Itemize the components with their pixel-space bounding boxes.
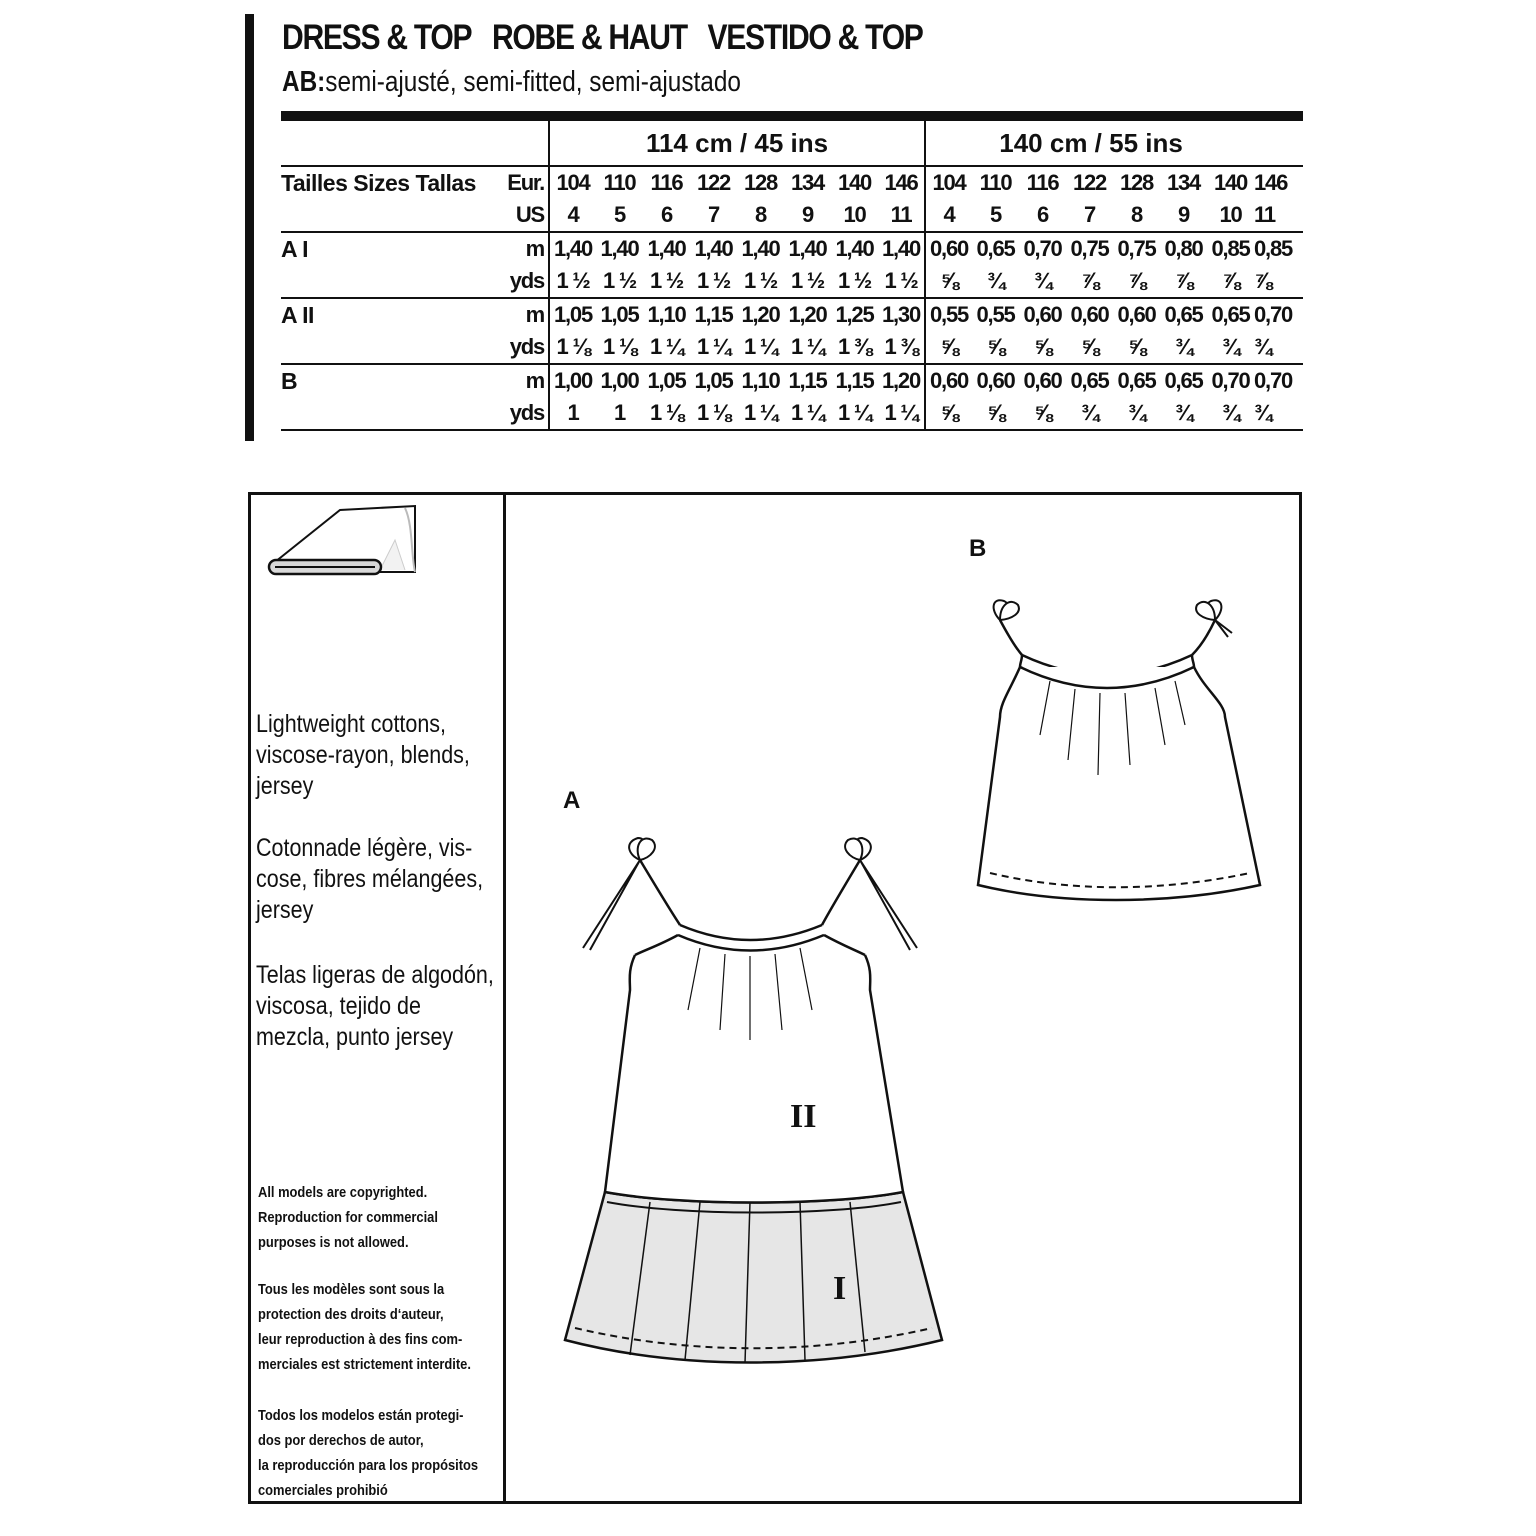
yard-value-cell: 1 ½ xyxy=(878,265,925,298)
view-label-blank xyxy=(281,265,503,298)
meter-value-cell: 0,55 xyxy=(972,298,1019,331)
meter-value-cell: 1,40 xyxy=(831,232,878,265)
yard-unit: yds xyxy=(503,331,549,364)
meter-value-cell: 0,60 xyxy=(925,232,972,265)
fit-description xyxy=(282,66,741,99)
meter-value-cell: 1,20 xyxy=(784,298,831,331)
copyright-spanish: Todos los modelos están protegi- dos por derechos de autor, la reproducción para los propósitos comerciales prohibió xyxy=(258,1407,479,1499)
us-size-cell: 8 xyxy=(1130,202,1143,227)
meter-value-cell: 1,15 xyxy=(831,364,878,397)
meter-value-cell: 0,80 xyxy=(1160,232,1207,265)
meter-value-cell: 1,05 xyxy=(549,298,596,331)
meter-value-cell: 0,65 xyxy=(1207,298,1254,331)
eur-size-cell: 134 xyxy=(784,166,831,199)
tier-lower-label: I xyxy=(833,1270,847,1307)
us-size-cell: 9 xyxy=(1177,202,1190,227)
meters-row xyxy=(281,298,1303,331)
yard-value-cell: 1 ½ xyxy=(602,268,637,293)
meter-value-cell: 1,05 xyxy=(690,364,737,397)
meter-value-cell: 0,55 xyxy=(925,298,972,331)
fabric-spanish: Telas ligeras de algodón, viscosa, tejido de mezcla, punto jersey xyxy=(256,961,494,1051)
yard-value-cell: ¾ xyxy=(1221,334,1240,359)
us-size-cell: 6 xyxy=(1036,202,1049,227)
title-spanish: VESTIDO & TOP xyxy=(707,18,923,57)
yard-value-cell: ¾ xyxy=(1066,397,1113,430)
yards-row xyxy=(281,397,1303,430)
meter-value-cell: 0,75 xyxy=(1066,232,1113,265)
eur-size-cell: 110 xyxy=(972,166,1019,199)
yard-value-cell: 1 ¼ xyxy=(831,397,878,430)
meters-row xyxy=(281,364,1303,397)
yard-value-cell: ⅞ xyxy=(1254,268,1272,293)
meter-value-cell: 0,65 xyxy=(1113,364,1160,397)
yard-value-cell: ¾ xyxy=(1207,397,1254,430)
copyright-english: All models are copyrighted. Reproduction for commercial purposes is not allowed. xyxy=(258,1184,438,1251)
eur-size-cell: 116 xyxy=(1019,166,1066,199)
meter-value-cell: 1,20 xyxy=(878,364,925,397)
meter-value-cell: 1,00 xyxy=(549,364,596,397)
yard-value-cell: 1 ½ xyxy=(743,268,778,293)
fit-text: semi-ajusté, semi-fitted, semi-ajustado xyxy=(325,66,741,98)
meter-value-cell: 1,05 xyxy=(643,364,690,397)
yards-row xyxy=(281,265,1303,298)
meter-value-cell: 0,70 xyxy=(1254,298,1256,331)
yard-unit: yds xyxy=(503,397,549,430)
meter-value-cell: 0,60 xyxy=(925,364,972,397)
yard-value-cell: ⅝ xyxy=(940,268,958,293)
tier-upper-label: II xyxy=(790,1098,817,1135)
meter-value-cell: 1,10 xyxy=(737,364,784,397)
yard-value-cell: 1 ½ xyxy=(649,268,684,293)
us-size-cell: 10 xyxy=(843,202,866,227)
us-size-cell: 7 xyxy=(707,202,720,227)
fit-prefix: AB: xyxy=(282,66,326,98)
yardage-table xyxy=(281,121,1303,431)
yard-value-cell: 1 xyxy=(596,397,643,430)
table-top-rule xyxy=(281,111,1303,121)
meter-value-cell: 0,75 xyxy=(1113,232,1160,265)
meter-value-cell: 0,60 xyxy=(1113,298,1160,331)
meter-value-cell: 1,40 xyxy=(690,232,737,265)
width-group-114: 114 cm / 45 ins xyxy=(549,121,925,166)
us-size-cell: 5 xyxy=(613,202,626,227)
dress-illustration-a xyxy=(560,830,950,1370)
eur-size-cell: 116 xyxy=(643,166,690,199)
yard-unit: yds xyxy=(503,265,549,298)
size-label-blank xyxy=(281,199,503,232)
yard-value-cell: 1 ½ xyxy=(556,268,590,293)
us-size-cell: 4 xyxy=(567,202,579,227)
meter-unit: m xyxy=(503,232,549,265)
meter-value-cell: 1,40 xyxy=(549,232,596,265)
yard-value-cell: ⅝ xyxy=(940,334,958,359)
meter-value-cell: 0,60 xyxy=(1019,364,1066,397)
meter-value-cell: 0,65 xyxy=(972,232,1019,265)
meter-unit: m xyxy=(503,364,549,397)
yard-value-cell: ⅝ xyxy=(1127,334,1146,359)
us-size-cell: 4 xyxy=(943,202,955,227)
meter-value-cell: 0,60 xyxy=(1019,298,1066,331)
yard-value-cell: ¾ xyxy=(1254,334,1272,359)
meter-value-cell: 0,70 xyxy=(1254,364,1256,397)
meter-value-cell: 1,40 xyxy=(643,232,690,265)
view-label: B xyxy=(281,364,503,397)
yard-value-cell: ¾ xyxy=(1254,397,1256,430)
yard-value-cell: ⅝ xyxy=(925,397,972,430)
copyright-french: Tous les modèles sont sous la protection des droits d‘auteur, leur reproduction à des fins com- merciales est strictement interdite. xyxy=(258,1281,471,1373)
eur-size-cell: 104 xyxy=(925,166,972,199)
yard-value-cell: 1 ½ xyxy=(790,268,825,293)
us-size-cell: 5 xyxy=(989,202,1002,227)
yard-value-cell: ⅞ xyxy=(1080,268,1099,293)
meter-value-cell: 1,30 xyxy=(878,298,925,331)
eur-size-cell: 146 xyxy=(878,166,925,199)
width-group-140: 140 cm / 55 ins xyxy=(999,127,1183,158)
eur-size-row xyxy=(281,166,1303,199)
us-label: US xyxy=(503,199,549,232)
yard-value-cell: 1 ¼ xyxy=(737,397,784,430)
eur-size-cell: 140 xyxy=(1207,166,1254,199)
eur-size-cell: 134 xyxy=(1160,166,1207,199)
meter-value-cell: 0,70 xyxy=(1207,364,1254,397)
yard-value-cell: ⅝ xyxy=(972,397,1019,430)
yard-value-cell: ⅞ xyxy=(1221,268,1240,293)
eur-size-cell: 146 xyxy=(1254,166,1256,199)
yard-value-cell: ¾ xyxy=(1174,334,1193,359)
yard-value-cell: ¾ xyxy=(1033,268,1052,293)
view-b-label: B xyxy=(969,535,987,562)
meter-value-cell: 0,65 xyxy=(1160,298,1207,331)
yard-value-cell: 1 ⅛ xyxy=(690,397,737,430)
meter-value-cell: 1,25 xyxy=(831,298,878,331)
meter-value-cell: 1,05 xyxy=(596,298,643,331)
fabric-french: Cotonnade légère, vis- cose, fibres mélangées, jersey xyxy=(256,834,484,924)
eur-size-cell: 110 xyxy=(596,166,643,199)
yard-value-cell: 1 ⅜ xyxy=(878,331,925,364)
yard-value-cell: 1 ⅛ xyxy=(602,334,637,359)
yard-value-cell: ¾ xyxy=(1113,397,1160,430)
yard-value-cell: 1 ⅛ xyxy=(556,334,590,359)
meter-value-cell: 1,40 xyxy=(596,232,643,265)
us-size-cell: 11 xyxy=(1254,202,1275,227)
us-size-row xyxy=(281,199,1303,232)
yard-value-cell: ¾ xyxy=(986,268,1005,293)
eur-size-cell: 128 xyxy=(737,166,784,199)
yard-value-cell: ⅝ xyxy=(1019,397,1066,430)
meter-value-cell: 1,20 xyxy=(737,298,784,331)
us-size-cell: 7 xyxy=(1083,202,1096,227)
yard-value-cell: 1 ½ xyxy=(837,268,872,293)
view-label: A I xyxy=(281,232,503,265)
us-size-cell: 11 xyxy=(878,199,925,232)
yard-value-cell: 1 ¼ xyxy=(649,334,684,359)
us-size-cell: 10 xyxy=(1219,202,1242,227)
meter-value-cell: 1,15 xyxy=(690,298,737,331)
eur-size-cell: 104 xyxy=(549,166,596,199)
us-size-cell: 8 xyxy=(754,202,767,227)
eur-label: Eur. xyxy=(503,166,549,199)
meter-value-cell: 0,65 xyxy=(1066,364,1113,397)
size-label: Tailles Sizes Tallas xyxy=(281,166,503,199)
yard-value-cell: ⅝ xyxy=(1080,334,1099,359)
yard-value-cell: ⅞ xyxy=(1127,268,1146,293)
fabric-english: Lightweight cottons, viscose-rayon, blends, jersey xyxy=(256,710,470,800)
width-header-row xyxy=(281,121,1303,166)
yard-value-cell: 1 ¼ xyxy=(790,334,825,359)
fabric-roll-icon xyxy=(265,500,425,582)
yard-value-cell: ¾ xyxy=(1160,397,1207,430)
meter-value-cell: 0,70 xyxy=(1019,232,1066,265)
yard-value-cell: ⅝ xyxy=(1033,334,1052,359)
eur-size-cell: 122 xyxy=(690,166,737,199)
view-label-blank xyxy=(281,397,503,430)
page-title xyxy=(282,18,943,58)
yard-value-cell: 1 ¼ xyxy=(878,397,925,430)
meter-value-cell: 1,40 xyxy=(737,232,784,265)
meter-value-cell: 1,10 xyxy=(643,298,690,331)
meter-value-cell: 0,85 xyxy=(1207,232,1254,265)
left-accent-bar xyxy=(245,14,254,441)
yard-value-cell: 1 ⅛ xyxy=(643,397,690,430)
meter-value-cell: 0,65 xyxy=(1160,364,1207,397)
eur-size-cell: 128 xyxy=(1113,166,1160,199)
meter-unit: m xyxy=(503,298,549,331)
us-size-cell: 9 xyxy=(801,202,814,227)
yard-value-cell: 1 ¼ xyxy=(696,334,731,359)
title-french: ROBE & HAUT xyxy=(491,18,687,57)
meter-value-cell: 1,00 xyxy=(596,364,643,397)
yard-value-cell: 1 ¼ xyxy=(743,334,778,359)
top-illustration-b xyxy=(970,585,1270,920)
yard-value-cell: ⅝ xyxy=(986,334,1005,359)
view-label-blank xyxy=(281,331,503,364)
yard-value-cell: ⅞ xyxy=(1174,268,1193,293)
yard-value-cell: 1 ½ xyxy=(696,268,731,293)
eur-size-cell: 140 xyxy=(831,166,878,199)
yard-value-cell: 1 ¼ xyxy=(784,397,831,430)
view-label: A II xyxy=(281,298,503,331)
meter-value-cell: 1,15 xyxy=(784,364,831,397)
meter-value-cell: 0,60 xyxy=(972,364,1019,397)
header-blank xyxy=(281,121,549,166)
yard-value-cell: 1 ⅜ xyxy=(837,334,872,359)
meter-value-cell: 1,40 xyxy=(878,232,925,265)
view-a-label: A xyxy=(563,787,581,814)
title-english: DRESS & TOP xyxy=(282,18,472,57)
meter-value-cell: 0,85 xyxy=(1254,232,1256,265)
meter-value-cell: 0,60 xyxy=(1066,298,1113,331)
meter-value-cell: 1,40 xyxy=(784,232,831,265)
us-size-cell: 6 xyxy=(660,202,673,227)
eur-size-cell: 122 xyxy=(1066,166,1113,199)
yards-row xyxy=(281,331,1303,364)
panel-divider xyxy=(503,492,506,1504)
yard-value-cell: 1 xyxy=(549,397,596,430)
meters-row xyxy=(281,232,1303,265)
